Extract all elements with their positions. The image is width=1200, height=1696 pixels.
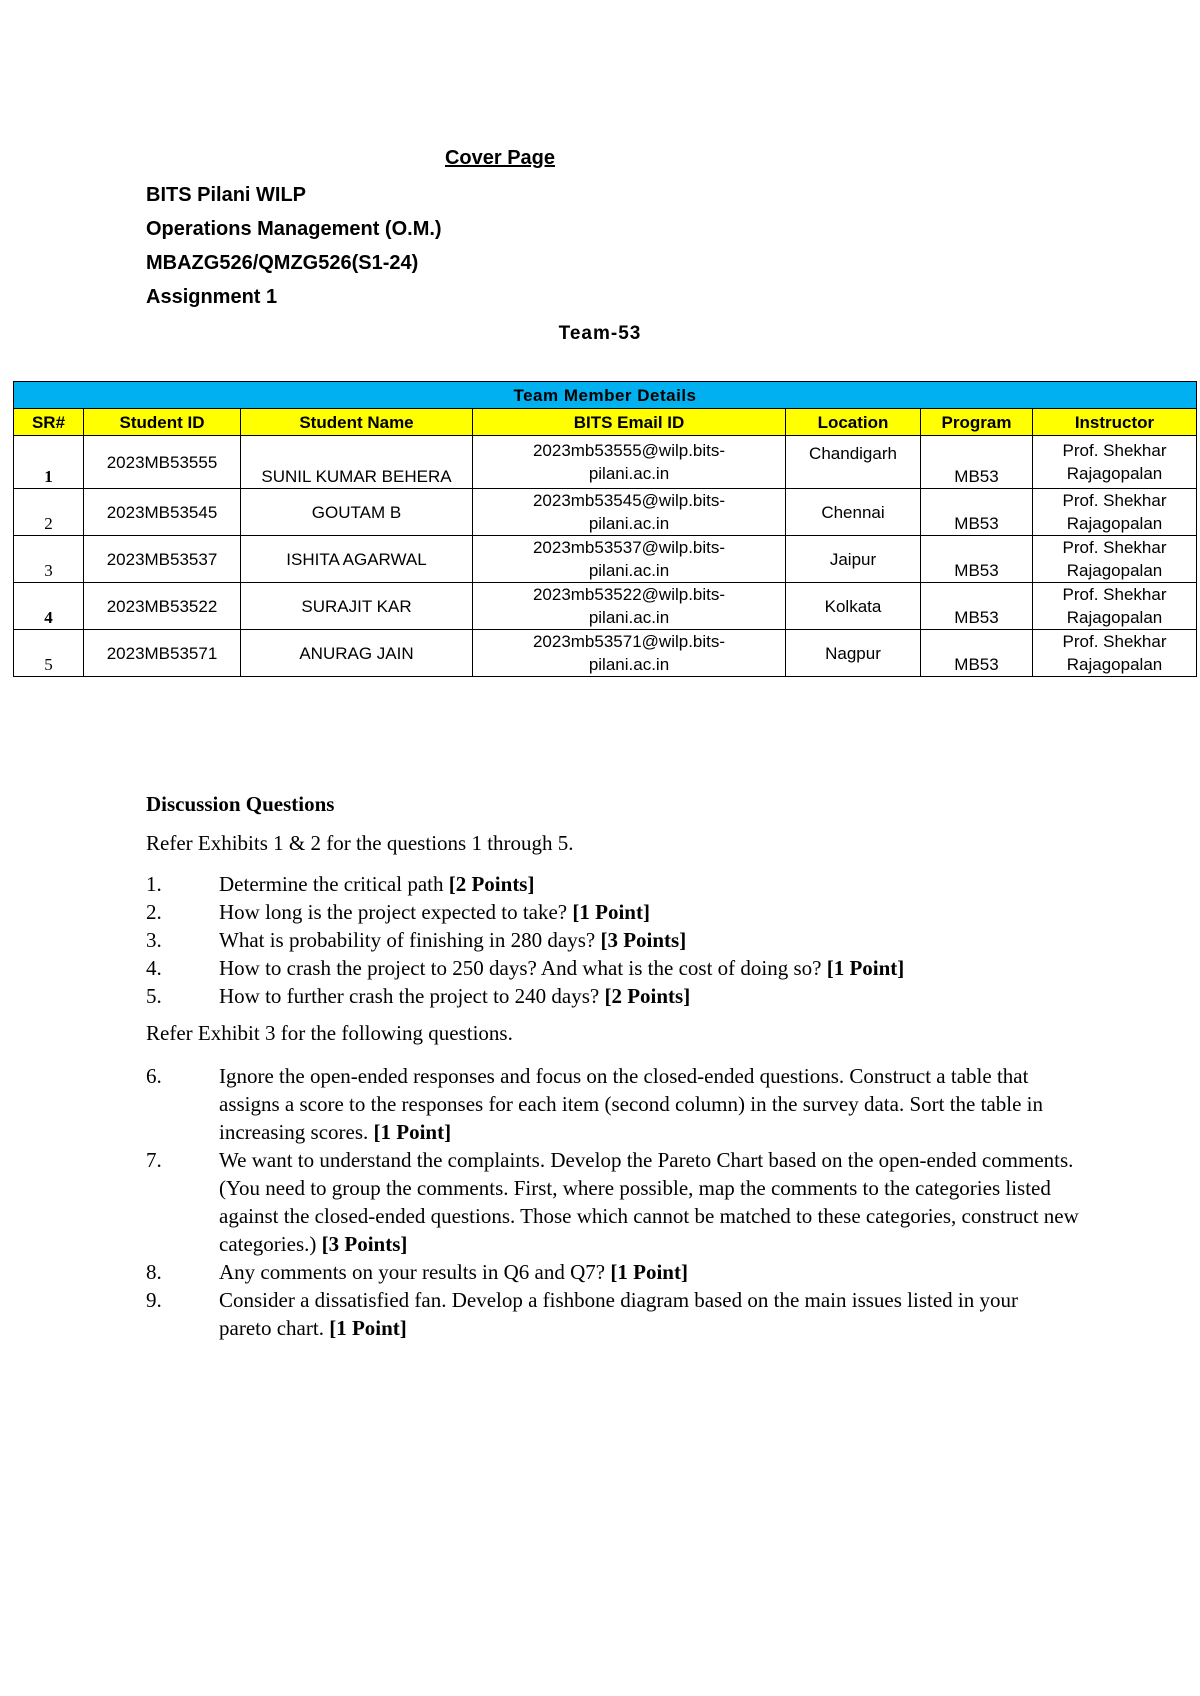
row-student-id: 2023MB53545: [84, 489, 241, 536]
question-6: 6. Ignore the open-ended responses and focus on the closed-ended questions. Construct a table that assigns a score to the responses for each item (second column) in the survey data. Sort the table in increasing scores. [1 Point]: [146, 1064, 1044, 1144]
course-code: MBAZG526/QMZG526(S1-24): [146, 252, 419, 274]
header-location: Location: [786, 409, 921, 436]
assignment-label: Assignment 1: [146, 286, 278, 308]
row-location: Jaipur: [786, 536, 921, 583]
header-instructor: Instructor: [1033, 409, 1197, 436]
row-student-id: 2023MB53522: [84, 583, 241, 630]
row-instructor: Prof. Shekhar Rajagopalan: [1033, 630, 1197, 677]
question-3: 3. What is probability of finishing in 280 days? [3 Points]: [146, 928, 687, 952]
question-5: 5. How to further crash the project to 240 days? [2 Points]: [146, 984, 691, 1008]
row-student-name: SUNIL KUMAR BEHERA: [241, 436, 473, 489]
row-student-name: GOUTAM B: [241, 489, 473, 536]
question-9: 9. Consider a dissatisfied fan. Develop a fishbone diagram based on the main issues listed in your pareto chart. [1 Point]: [146, 1288, 1018, 1340]
row-sr: 4: [14, 583, 84, 630]
row-email: 2023mb53545@wilp.bits- pilani.ac.in: [473, 489, 786, 536]
header-student-name: Student Name: [241, 409, 473, 436]
table-row: [14, 630, 1197, 677]
row-sr: 5: [14, 630, 84, 677]
row-student-name: ANURAG JAIN: [241, 630, 473, 677]
header-email: BITS Email ID: [473, 409, 786, 436]
row-sr: 2: [14, 489, 84, 536]
institute-name: BITS Pilani WILP: [146, 184, 307, 206]
table-row: [14, 536, 1197, 583]
row-program: MB53: [921, 489, 1033, 536]
row-student-id: 2023MB53537: [84, 536, 241, 583]
question-1: 1. Determine the critical path [2 Points]: [146, 872, 535, 896]
intro-exhibits-1-2: Refer Exhibits 1 & 2 for the questions 1 through 5.: [146, 831, 574, 855]
row-instructor: Prof. Shekhar Rajagopalan: [1033, 489, 1197, 536]
table-banner: Team Member Details: [14, 382, 1197, 409]
row-program: MB53: [921, 536, 1033, 583]
intro-exhibit-3: Refer Exhibit 3 for the following questions.: [146, 1021, 513, 1045]
discussion-title: Discussion Questions: [146, 792, 335, 816]
team-label: Team-53: [558, 323, 642, 344]
question-2: 2. How long is the project expected to take? [1 Point]: [146, 900, 650, 924]
cover-page-title: Cover Page: [444, 147, 556, 169]
question-8: 8. Any comments on your results in Q6 and Q7? [1 Point]: [146, 1260, 688, 1284]
header-student-id: Student ID: [84, 409, 241, 436]
row-location: Chandigarh: [786, 436, 921, 489]
course-name: Operations Management (O.M.): [146, 218, 442, 240]
row-student-id: 2023MB53571: [84, 630, 241, 677]
question-4: 4. How to crash the project to 250 days? And what is the cost of doing so? [1 Point]: [146, 956, 905, 980]
row-email: 2023mb53537@wilp.bits- pilani.ac.in: [473, 536, 786, 583]
row-instructor: Prof. Shekhar Rajagopalan: [1033, 583, 1197, 630]
row-instructor: Prof. Shekhar Rajagopalan: [1033, 536, 1197, 583]
row-student-id: 2023MB53555: [84, 436, 241, 489]
table-row: [14, 489, 1197, 536]
row-student-name: SURAJIT KAR: [241, 583, 473, 630]
row-email: 2023mb53571@wilp.bits- pilani.ac.in: [473, 630, 786, 677]
team-member-table: [13, 381, 1197, 677]
row-email: 2023mb53555@wilp.bits- pilani.ac.in: [473, 436, 786, 489]
row-location: Kolkata: [786, 583, 921, 630]
row-program: MB53: [921, 583, 1033, 630]
row-location: Chennai: [786, 489, 921, 536]
header-sr: SR#: [14, 409, 84, 436]
row-instructor: Prof. Shekhar Rajagopalan: [1033, 436, 1197, 489]
header-program: Program: [921, 409, 1033, 436]
question-7: 7. We want to understand the complaints. Develop the Pareto Chart based on the open-ended comments. (You need to group the comments. First, where possible, map the comments to the categories listed against the closed-ended questions. Those which cannot be matched to these categories, construct new categories.) [3 Points]: [146, 1148, 1079, 1256]
table-row: [14, 583, 1197, 630]
row-sr: 1: [14, 436, 84, 489]
row-program: MB53: [921, 630, 1033, 677]
row-student-name: ISHITA AGARWAL: [241, 536, 473, 583]
row-email: 2023mb53522@wilp.bits- pilani.ac.in: [473, 583, 786, 630]
row-sr: 3: [14, 536, 84, 583]
row-location: Nagpur: [786, 630, 921, 677]
row-program: MB53: [921, 436, 1033, 489]
table-row: [14, 436, 1197, 489]
